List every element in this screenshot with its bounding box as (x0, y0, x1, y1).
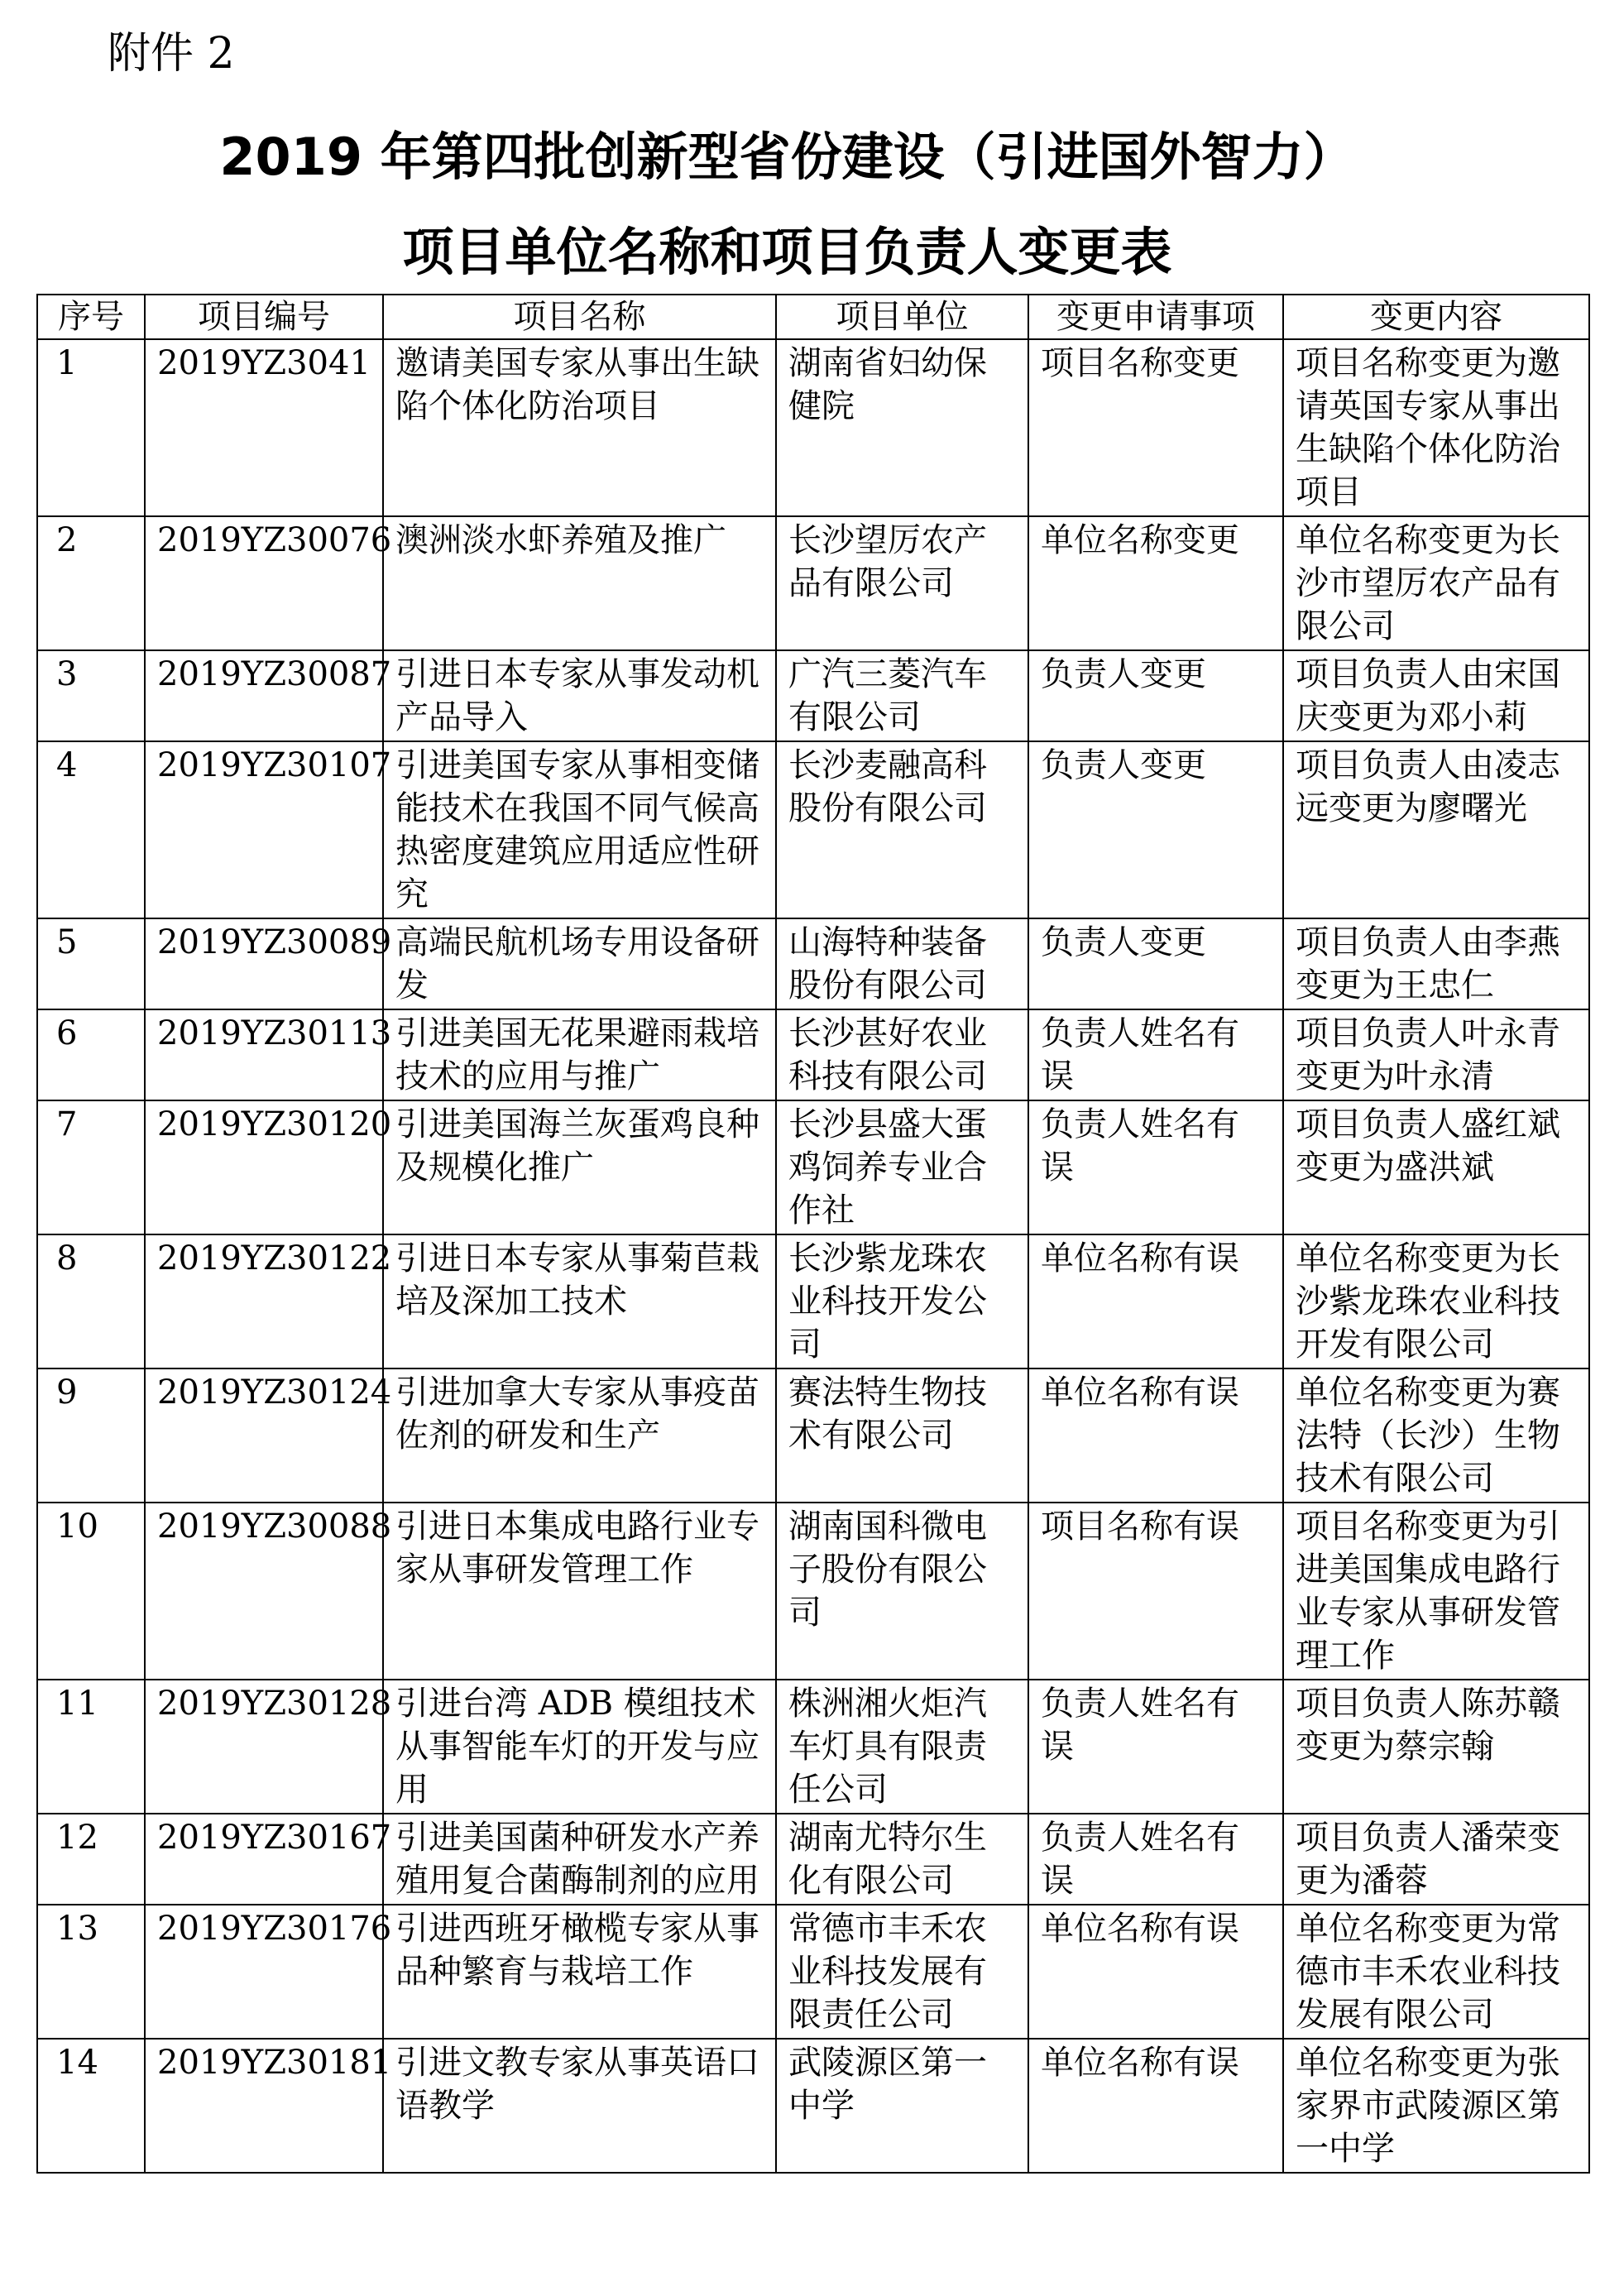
cell-project-code: 2019YZ30176 (145, 1905, 383, 2039)
cell-project-name: 引进美国无花果避雨栽培技术的应用与推广 (383, 1009, 776, 1100)
cell-change-item: 项目名称有误 (1028, 1503, 1283, 1680)
cell-project-name: 引进日本专家从事发动机产品导入 (383, 650, 776, 741)
cell-project-unit: 山海特种装备股份有限公司 (776, 918, 1028, 1009)
cell-project-name: 引进加拿大专家从事疫苗佐剂的研发和生产 (383, 1368, 776, 1503)
table-row (37, 2039, 1589, 2173)
cell-change-item: 单位名称有误 (1028, 1905, 1283, 2039)
cell-change-content: 项目负责人叶永青变更为叶永清 (1283, 1009, 1589, 1100)
cell-project-unit: 长沙县盛大蛋鸡饲养专业合作社 (776, 1100, 1028, 1234)
cell-project-code: 2019YZ30113 (145, 1009, 383, 1100)
cell-change-content: 项目负责人陈苏赣变更为蔡宗翰 (1283, 1680, 1589, 1814)
cell-project-name: 引进台湾 ADB 模组技术从事智能车灯的开发与应用 (383, 1680, 776, 1814)
cell-no: 6 (37, 1009, 145, 1100)
cell-change-item: 负责人姓名有误 (1028, 1680, 1283, 1814)
cell-no: 1 (37, 339, 145, 516)
cell-project-unit: 长沙麦融高科股份有限公司 (776, 741, 1028, 918)
cell-project-unit: 赛法特生物技术有限公司 (776, 1368, 1028, 1503)
table-row (37, 1680, 1589, 1814)
cell-change-content: 项目名称变更为引进美国集成电路行业专家从事研发管理工作 (1283, 1503, 1589, 1680)
cell-project-name: 引进文教专家从事英语口语教学 (383, 2039, 776, 2173)
cell-change-content: 单位名称变更为长沙紫龙珠农业科技开发有限公司 (1283, 1234, 1589, 1368)
header-unit: 项目单位 (776, 295, 1028, 339)
cell-change-content: 项目名称变更为邀请英国专家从事出生缺陷个体化防治项目 (1283, 339, 1589, 516)
cell-project-name: 引进日本专家从事菊苣栽培及深加工技术 (383, 1234, 776, 1368)
cell-project-unit: 株洲湘火炬汽车灯具有限责任公司 (776, 1680, 1028, 1814)
cell-no: 10 (37, 1503, 145, 1680)
cell-project-unit: 武陵源区第一中学 (776, 2039, 1028, 2173)
cell-project-name: 引进美国海兰灰蛋鸡良种及规模化推广 (383, 1100, 776, 1234)
cell-project-unit: 长沙甚好农业科技有限公司 (776, 1009, 1028, 1100)
cell-project-name: 引进西班牙橄榄专家从事品种繁育与栽培工作 (383, 1905, 776, 2039)
cell-no: 14 (37, 2039, 145, 2173)
cell-change-content: 项目负责人由宋国庆变更为邓小莉 (1283, 650, 1589, 741)
cell-project-name: 邀请美国专家从事出生缺陷个体化防治项目 (383, 339, 776, 516)
table-row (37, 339, 1589, 516)
cell-change-content: 项目负责人由凌志远变更为廖曙光 (1283, 741, 1589, 918)
cell-project-unit: 湖南国科微电子股份有限公司 (776, 1503, 1028, 1680)
cell-change-item: 项目名称变更 (1028, 339, 1283, 516)
cell-project-code: 2019YZ30167 (145, 1814, 383, 1905)
cell-project-code: 2019YZ30124 (145, 1368, 383, 1503)
cell-project-unit: 长沙紫龙珠农业科技开发公司 (776, 1234, 1028, 1368)
cell-project-code: 2019YZ30120 (145, 1100, 383, 1234)
cell-change-content: 项目负责人由李燕变更为王忠仁 (1283, 918, 1589, 1009)
table-row (37, 918, 1589, 1009)
cell-project-name: 引进美国菌种研发水产养殖用复合菌酶制剂的应用 (383, 1814, 776, 1905)
cell-change-item: 单位名称有误 (1028, 1368, 1283, 1503)
table-row (37, 1368, 1589, 1503)
cell-project-unit: 湖南省妇幼保健院 (776, 339, 1028, 516)
cell-project-code: 2019YZ3041 (145, 339, 383, 516)
table-header-row (37, 295, 1589, 339)
table-row (37, 1814, 1589, 1905)
table-row (37, 1503, 1589, 1680)
header-item: 变更申请事项 (1028, 295, 1283, 339)
cell-project-name: 高端民航机场专用设备研发 (383, 918, 776, 1009)
cell-project-unit: 广汽三菱汽车有限公司 (776, 650, 1028, 741)
table-row (37, 1009, 1589, 1100)
cell-no: 2 (37, 516, 145, 650)
cell-no: 7 (37, 1100, 145, 1234)
cell-change-item: 负责人姓名有误 (1028, 1100, 1283, 1234)
cell-project-code: 2019YZ30128 (145, 1680, 383, 1814)
cell-no: 12 (37, 1814, 145, 1905)
header-no: 序号 (37, 295, 145, 339)
cell-no: 5 (37, 918, 145, 1009)
header-code: 项目编号 (145, 295, 383, 339)
cell-change-item: 负责人变更 (1028, 650, 1283, 741)
cell-project-unit: 长沙望厉农产品有限公司 (776, 516, 1028, 650)
cell-project-code: 2019YZ30122 (145, 1234, 383, 1368)
cell-project-code: 2019YZ30089 (145, 918, 383, 1009)
cell-change-item: 单位名称有误 (1028, 2039, 1283, 2173)
cell-project-code: 2019YZ30076 (145, 516, 383, 650)
header-name: 项目名称 (383, 295, 776, 339)
cell-change-content: 单位名称变更为赛法特（长沙）生物技术有限公司 (1283, 1368, 1589, 1503)
cell-project-code: 2019YZ30107 (145, 741, 383, 918)
cell-change-content: 项目负责人潘荣变更为潘蓉 (1283, 1814, 1589, 1905)
table-row (37, 650, 1589, 741)
table-row (37, 1234, 1589, 1368)
cell-project-name: 引进美国专家从事相变储能技术在我国不同气候高热密度建筑应用适应性研究 (383, 741, 776, 918)
cell-change-item: 负责人姓名有误 (1028, 1814, 1283, 1905)
change-table (36, 294, 1590, 2174)
header-content: 变更内容 (1283, 295, 1589, 339)
cell-project-code: 2019YZ30087 (145, 650, 383, 741)
cell-no: 8 (37, 1234, 145, 1368)
cell-change-item: 负责人姓名有误 (1028, 1009, 1283, 1100)
cell-no: 9 (37, 1368, 145, 1503)
cell-change-item: 单位名称有误 (1028, 1234, 1283, 1368)
table-row (37, 741, 1589, 918)
cell-change-content: 项目负责人盛红斌变更为盛洪斌 (1283, 1100, 1589, 1234)
cell-change-content: 单位名称变更为张家界市武陵源区第一中学 (1283, 2039, 1589, 2173)
cell-project-name: 引进日本集成电路行业专家从事研发管理工作 (383, 1503, 776, 1680)
cell-no: 11 (37, 1680, 145, 1814)
cell-project-unit: 常德市丰禾农业科技发展有限责任公司 (776, 1905, 1028, 2039)
table-row (37, 516, 1589, 650)
cell-project-code: 2019YZ30088 (145, 1503, 383, 1680)
cell-project-name: 澳洲淡水虾养殖及推广 (383, 516, 776, 650)
cell-change-item: 单位名称变更 (1028, 516, 1283, 650)
cell-no: 4 (37, 741, 145, 918)
document-title-line2: 项目单位名称和项目负责人变更表 (402, 222, 1172, 282)
cell-project-unit: 湖南尤特尔生化有限公司 (776, 1814, 1028, 1905)
cell-no: 3 (37, 650, 145, 741)
cell-change-item: 负责人变更 (1028, 918, 1283, 1009)
cell-change-item: 负责人变更 (1028, 741, 1283, 918)
attachment-label: 附件 2 (108, 29, 235, 79)
cell-no: 13 (37, 1905, 145, 2039)
table-row (37, 1905, 1589, 2039)
cell-change-content: 单位名称变更为常德市丰禾农业科技发展有限公司 (1283, 1905, 1589, 2039)
cell-project-code: 2019YZ30181 (145, 2039, 383, 2173)
cell-change-content: 单位名称变更为长沙市望厉农产品有限公司 (1283, 516, 1589, 650)
table-row (37, 1100, 1589, 1234)
document-title-line1: 2019 年第四批创新型省份建设（引进国外智力） (219, 127, 1355, 187)
